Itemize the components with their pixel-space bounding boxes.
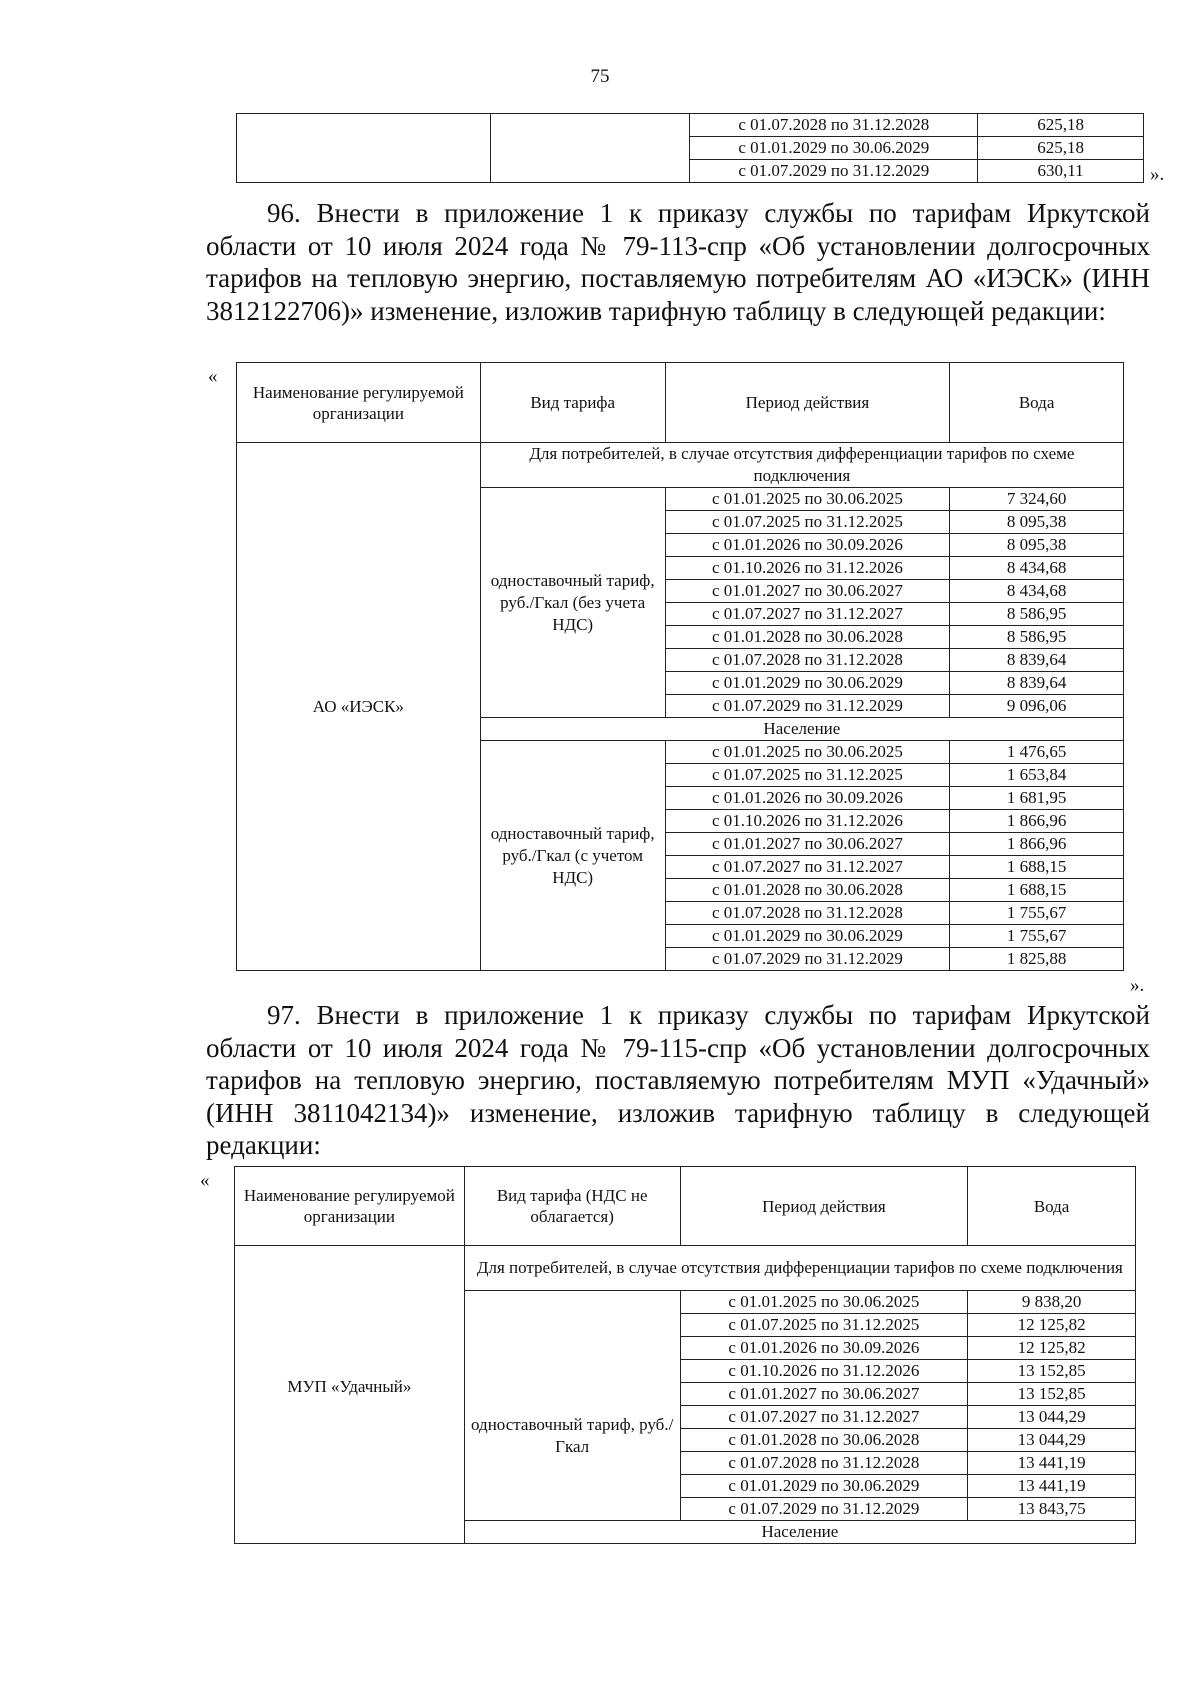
paragraph-96 [206, 197, 1150, 357]
value-cell: 8 434,68 [950, 557, 1124, 580]
value-cell: 8 095,38 [950, 534, 1124, 557]
value-cell: 1 681,95 [950, 787, 1124, 810]
value-cell: 1 866,96 [950, 810, 1124, 833]
period-cell: с 01.01.2028 по 30.06.2028 [665, 626, 950, 649]
section-row [237, 443, 1124, 488]
tariff-table-96 [236, 362, 1124, 971]
period-cell: с 01.07.2029 по 31.12.2029 [680, 1498, 968, 1521]
period-cell: с 01.07.2027 по 31.12.2027 [665, 856, 950, 879]
value-cell: 630,11 [978, 160, 1144, 183]
empty-tariff-cell [490, 114, 690, 183]
period-cell: с 01.07.2029 по 31.12.2029 [665, 695, 950, 718]
period-cell: с 01.07.2027 по 31.12.2027 [665, 603, 950, 626]
period-cell: с 01.01.2028 по 30.06.2028 [665, 879, 950, 902]
value-cell: 625,18 [978, 137, 1144, 160]
value-cell: 1 755,67 [950, 902, 1124, 925]
period-cell: с 01.01.2028 по 30.06.2028 [680, 1429, 968, 1452]
period-cell: с 01.07.2028 по 31.12.2028 [680, 1452, 968, 1475]
paragraph-96-text: 96. Внести в приложение 1 к приказу службы по тарифам Иркутской области от 10 июля 2024 года № 79-113-спр «Об установлении долгосрочных тарифов на тепловую энергию, поставляемую потребителям АО «ИЭСК» (ИНН 3812122706)» изменение, изложив тарифную таблицу в следующей редакции: [206, 198, 1150, 326]
period-cell: с 01.01.2029 по 30.06.2029 [665, 925, 950, 948]
period-cell: с 01.01.2029 по 30.06.2029 [680, 1475, 968, 1498]
period-cell: с 01.07.2029 по 31.12.2029 [665, 948, 950, 971]
section-row [235, 1246, 1136, 1291]
period-cell: с 01.07.2028 по 31.12.2028 [665, 902, 950, 925]
tariff-type-cell: одноставочный тариф, руб./Гкал (без учета НДС) [480, 488, 665, 718]
value-cell: 13 441,19 [968, 1452, 1136, 1475]
header-tariff-type: Вид тарифа [480, 363, 665, 443]
close-quote-96: ». [1130, 975, 1145, 996]
value-cell: 8 095,38 [950, 511, 1124, 534]
value-cell: 8 839,64 [950, 649, 1124, 672]
value-cell: 12 125,82 [968, 1337, 1136, 1360]
period-cell: с 01.01.2026 по 30.09.2026 [680, 1337, 968, 1360]
period-cell: с 01.01.2025 по 30.06.2025 [665, 488, 950, 511]
period-cell: с 01.01.2027 по 30.06.2027 [680, 1383, 968, 1406]
org-name-cell: МУП «Удачный» [235, 1246, 465, 1544]
value-cell: 8 586,95 [950, 603, 1124, 626]
value-cell: 13 441,19 [968, 1475, 1136, 1498]
value-cell: 7 324,60 [950, 488, 1124, 511]
period-cell: с 01.07.2029 по 31.12.2029 [690, 160, 978, 183]
section-header-consumers: Для потребителей, в случае отсутствия дифференциации тарифов по схеме подключения [464, 1246, 1135, 1291]
header-period: Период действия [665, 363, 950, 443]
header-water: Вода [950, 363, 1124, 443]
period-cell: с 01.01.2025 по 30.06.2025 [665, 741, 950, 764]
period-cell: с 01.01.2025 по 30.06.2025 [680, 1291, 968, 1314]
value-cell: 1 653,84 [950, 764, 1124, 787]
section-header-consumers: Для потребителей, в случае отсутствия дифференциации тарифов по схеме подключения [480, 443, 1123, 488]
table-header-row [235, 1167, 1136, 1246]
continuation-table [236, 113, 1144, 183]
period-cell: с 01.07.2025 по 31.12.2025 [665, 511, 950, 534]
period-cell: с 01.01.2029 по 30.06.2029 [690, 137, 978, 160]
open-quote-97: « [200, 1170, 210, 1191]
period-cell: с 01.10.2026 по 31.12.2026 [665, 810, 950, 833]
period-cell: с 01.01.2027 по 30.06.2027 [665, 580, 950, 603]
section-header-population: Население [480, 718, 1123, 741]
value-cell: 625,18 [978, 114, 1144, 137]
value-cell: 13 044,29 [968, 1429, 1136, 1452]
period-cell: с 01.07.2028 по 31.12.2028 [665, 649, 950, 672]
period-cell: с 01.01.2026 по 30.09.2026 [665, 534, 950, 557]
value-cell: 1 825,88 [950, 948, 1124, 971]
tariff-type-cell: одноставочный тариф, руб./Гкал [464, 1291, 680, 1521]
value-cell: 1 688,15 [950, 856, 1124, 879]
table-row [237, 114, 1144, 137]
period-cell: с 01.07.2025 по 31.12.2025 [665, 764, 950, 787]
period-cell: с 01.07.2028 по 31.12.2028 [690, 114, 978, 137]
value-cell: 13 843,75 [968, 1498, 1136, 1521]
value-cell: 9 838,20 [968, 1291, 1136, 1314]
period-cell: с 01.07.2027 по 31.12.2027 [680, 1406, 968, 1429]
value-cell: 1 755,67 [950, 925, 1124, 948]
value-cell: 8 434,68 [950, 580, 1124, 603]
value-cell: 13 044,29 [968, 1406, 1136, 1429]
value-cell: 1 688,15 [950, 879, 1124, 902]
header-period: Период действия [680, 1167, 968, 1246]
value-cell: 8 839,64 [950, 672, 1124, 695]
paragraph-97-text: 97. Внести в приложение 1 к приказу службы по тарифам Иркутской области от 10 июля 2024 года № 79-115-спр «Об установлении долгосрочных тарифов на тепловую энергию, поставляемую потребителям МУП «Удачный» (ИНН 3811042134)» изменение, изложив тарифную таблицу в следующей редакции: [206, 1000, 1150, 1160]
table-header-row [237, 363, 1124, 443]
tariff-table-97 [234, 1166, 1136, 1544]
value-cell: 8 586,95 [950, 626, 1124, 649]
period-cell: с 01.01.2029 по 30.06.2029 [665, 672, 950, 695]
paragraph-97 [206, 999, 1150, 1159]
open-quote-96: « [208, 366, 218, 387]
value-cell: 9 096,06 [950, 695, 1124, 718]
empty-org-cell [237, 114, 491, 183]
close-quote-top: ». [1150, 164, 1165, 185]
value-cell: 13 152,85 [968, 1383, 1136, 1406]
section-header-population: Население [464, 1521, 1135, 1544]
org-name-cell: АО «ИЭСК» [237, 443, 481, 971]
header-tariff-type: Вид тарифа (НДС не облагается) [464, 1167, 680, 1246]
tariff-type-cell: одноставочный тариф, руб./Гкал (с учетом НДС) [480, 741, 665, 971]
value-cell: 13 152,85 [968, 1360, 1136, 1383]
period-cell: с 01.07.2025 по 31.12.2025 [680, 1314, 968, 1337]
period-cell: с 01.01.2027 по 30.06.2027 [665, 833, 950, 856]
period-cell: с 01.01.2026 по 30.09.2026 [665, 787, 950, 810]
page-number: 75 [590, 66, 610, 87]
header-water: Вода [968, 1167, 1136, 1246]
value-cell: 12 125,82 [968, 1314, 1136, 1337]
period-cell: с 01.10.2026 по 31.12.2026 [680, 1360, 968, 1383]
period-cell: с 01.10.2026 по 31.12.2026 [665, 557, 950, 580]
value-cell: 1 866,96 [950, 833, 1124, 856]
value-cell: 1 476,65 [950, 741, 1124, 764]
header-org: Наименование регулируемой организации [235, 1167, 465, 1246]
header-org: Наименование регулируемой организации [237, 363, 481, 443]
